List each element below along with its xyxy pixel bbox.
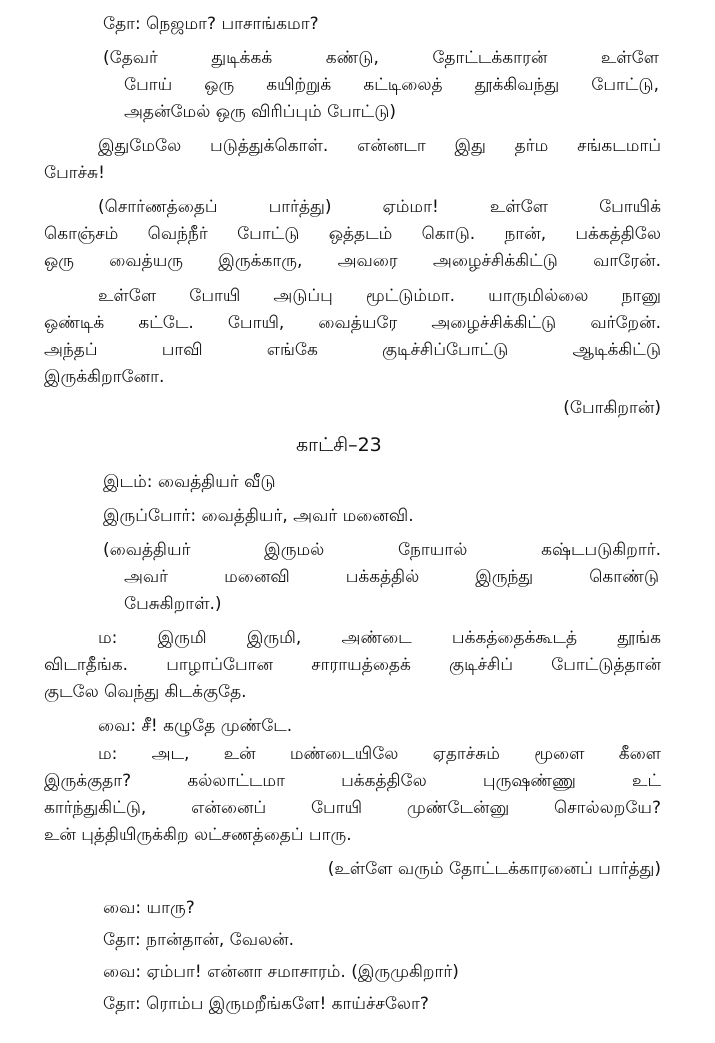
dialogue-line: வை: யாரு? bbox=[103, 898, 195, 918]
stage-direction-line: பேசுகிறாள்.) bbox=[124, 594, 222, 614]
dialogue-line: தோ: ரொம்ப இருமறீங்களே! காய்ச்சலோ? bbox=[103, 994, 429, 1014]
dialogue-line: விடாதீங்க. பாழாப்போன சாராயத்தைக் குடிச்சிப் போட்டுத்தான் bbox=[44, 655, 661, 675]
paragraph-line: அந்தப் பாவி எங்கே குடிச்சிப்போட்டு ஆடிக்கிட்டு bbox=[44, 340, 661, 360]
stage-direction-line: அவர் மனைவி பக்கத்தில் இருந்து கொண்டு bbox=[124, 567, 659, 587]
paragraph-line: ஒண்டிக் கட்டே. போயி, வைத்யரே அழைச்சிக்கிட்டு வர்றேன். bbox=[44, 313, 661, 333]
stage-direction-line: (தேவர் துடிக்கக் கண்டு, தோட்டக்காரன் உள்ளே bbox=[103, 48, 659, 68]
paragraph-line: (சொர்ணத்தைப் பார்த்து) ஏம்மா! உள்ளே போயிக் bbox=[98, 197, 661, 217]
stage-direction-line: (போகிறான்) bbox=[563, 398, 661, 418]
paragraph-line: போச்சு! bbox=[44, 163, 105, 183]
dialogue-line: வை: ஏம்பா! என்னா சமாசாரம். (இருமுகிறார்) bbox=[103, 962, 459, 982]
stage-direction-line: (உள்ளே வரும் தோட்டக்காரனைப் பார்த்து) bbox=[327, 859, 661, 879]
stage-direction-line: அதன்மேல் ஒரு விரிப்பும் போட்டு) bbox=[124, 102, 397, 122]
dialogue-line: குடலே வெந்து கிடக்குதே. bbox=[44, 682, 247, 702]
scene-characters: இருப்போர்: வைத்தியர், அவர் மனைவி. bbox=[103, 506, 414, 526]
dialogue-line: வை: சீ! கழுதே முண்டே. bbox=[98, 716, 293, 736]
dialogue-line: ம: அட, உன் மண்டையிலே ஏதாச்சும் மூளை கீளை bbox=[98, 744, 661, 764]
paragraph-line: இதுமேலே படுத்துக்கொள். என்னடா இது தர்ம சங்கடமாப் bbox=[98, 136, 661, 156]
dialogue-line: உன் புத்தியிருக்கிற லட்சணத்தைப் பாரு. bbox=[44, 825, 352, 845]
stage-direction-line: போய் ஒரு கயிற்றுக் கட்டிலைத் தூக்கிவந்து போட்டு, bbox=[124, 75, 659, 95]
stage-direction-line: (வைத்தியர் இருமல் நோயால் கஷ்டபடுகிறார். bbox=[103, 540, 661, 560]
dialogue-line: தோ: நெஜமா? பாசாங்கமா? bbox=[103, 14, 319, 34]
dialogue-line: கார்ந்துகிட்டு, என்னைப் போயி முண்டேன்னு சொல்லறயே? bbox=[44, 798, 661, 818]
scene-location: இடம்: வைத்தியர் வீடு bbox=[103, 472, 276, 492]
paragraph-line: கொஞ்சம் வெந்நீர் போட்டு ஒத்தடம் கொடு. நான், பக்கத்திலே bbox=[44, 224, 661, 244]
paragraph-line: ஒரு வைத்யரு இருக்காரு, அவரை அழைச்சிக்கிட்டு வாரேன். bbox=[44, 251, 661, 271]
dialogue-line: தோ: நான்தான், வேலன். bbox=[103, 930, 295, 950]
dialogue-line: ம: இருமி இருமி, அண்டை பக்கத்தைக்கூடத் தூங்க bbox=[98, 628, 661, 648]
scene-heading: காட்சி–23 bbox=[296, 434, 382, 456]
paragraph-line: இருக்கிறானோ. bbox=[44, 367, 165, 387]
paragraph-line: உள்ளே போயி அடுப்பு மூட்டும்மா. யாருமில்லை நானு bbox=[98, 286, 661, 306]
dialogue-line: இருக்குதா? கல்லாட்டமா பக்கத்திலே புருஷண்ணு உட் bbox=[44, 771, 661, 791]
